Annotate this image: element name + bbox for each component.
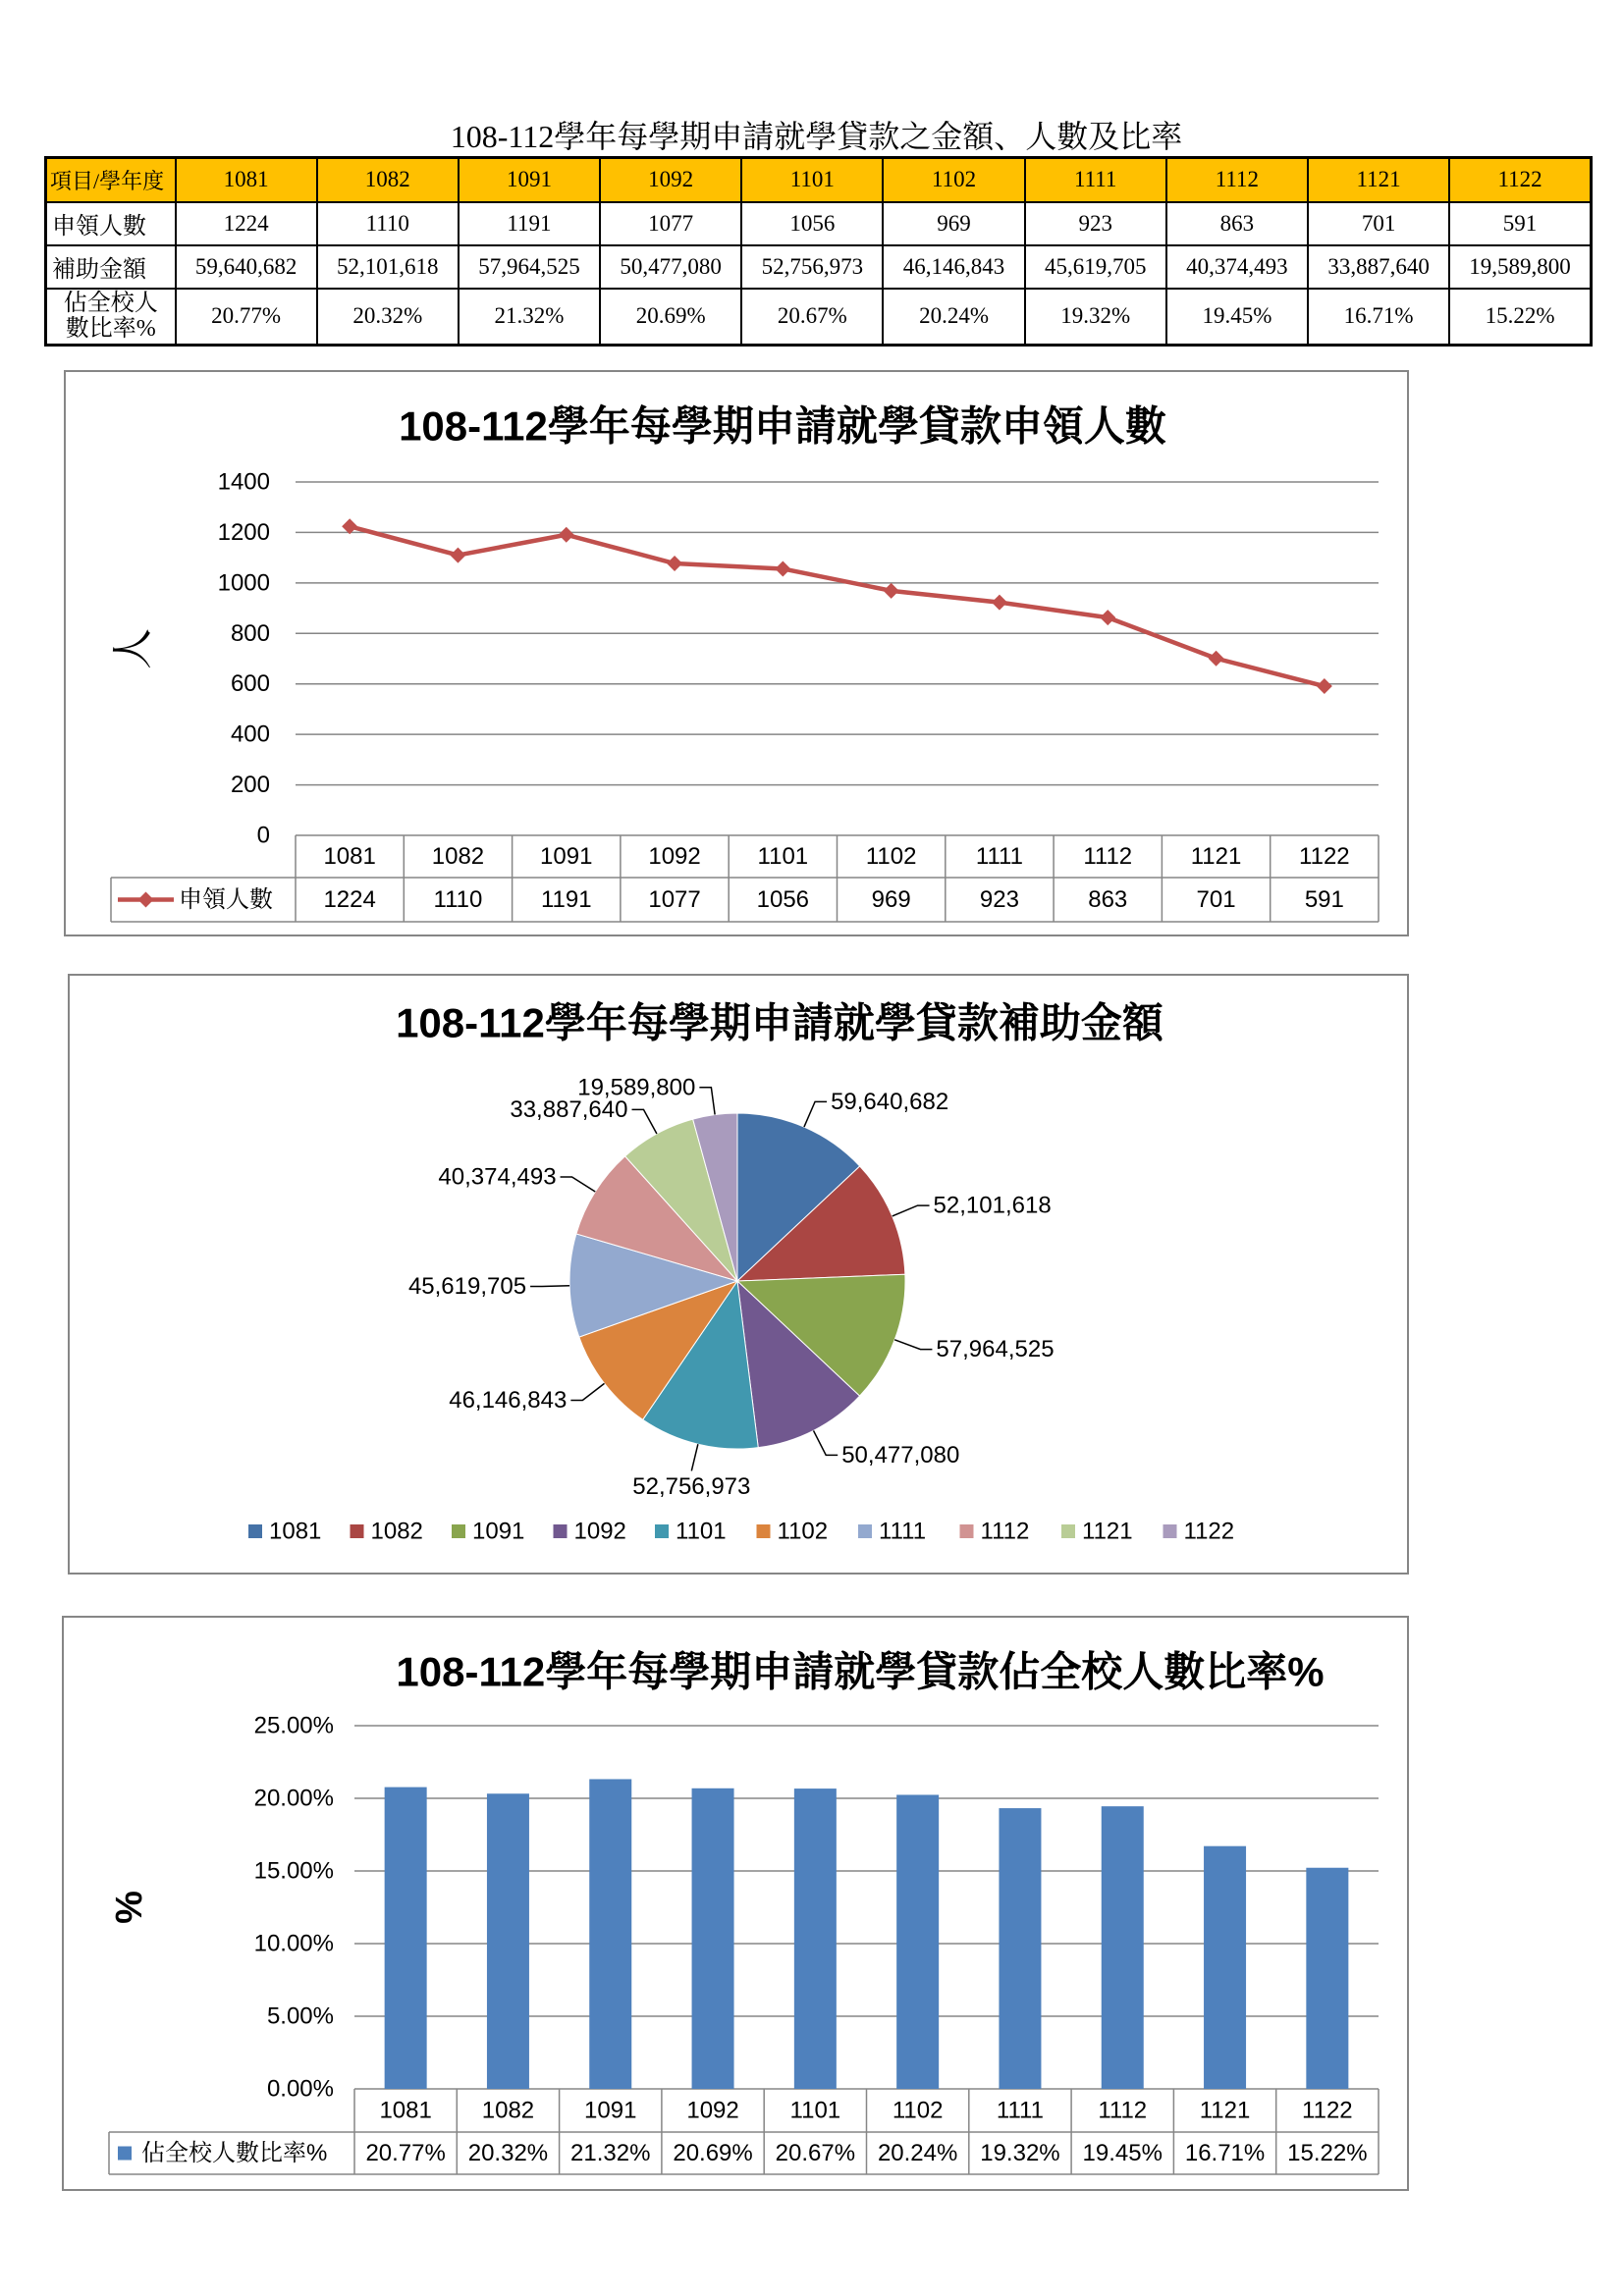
- bar: [385, 1788, 427, 2089]
- data-table-value: 19.45%: [1082, 2140, 1163, 2166]
- legend-label: 1122: [1183, 1518, 1235, 1545]
- bar: [999, 1808, 1041, 2089]
- y-tick-label: 5.00%: [266, 2002, 334, 2030]
- legend-label: 申領人數: [179, 886, 273, 913]
- bar: [1306, 1868, 1348, 2089]
- x-category-label: 1122: [1299, 843, 1350, 870]
- legend-swatch: [1163, 1524, 1177, 1538]
- table-cell: 20.24%: [883, 289, 1024, 346]
- y-tick-label: 400: [230, 721, 270, 748]
- table-cell: 863: [1166, 202, 1308, 245]
- table-header-cell: 1092: [600, 158, 741, 202]
- y-tick-label: 200: [230, 772, 270, 799]
- y-tick-label: 15.00%: [253, 1857, 334, 1885]
- x-category-label: 1091: [540, 843, 593, 870]
- data-table-value: 1110: [433, 886, 483, 913]
- data-table-value: 20.24%: [877, 2140, 958, 2166]
- y-tick-label: 1400: [217, 468, 270, 496]
- x-category-label: 1101: [757, 843, 809, 870]
- line-chart-svg: [64, 370, 1409, 936]
- legend-swatch: [118, 2147, 132, 2161]
- table-cell: 20.77%: [176, 289, 317, 346]
- table-cell: 20.32%: [317, 289, 459, 346]
- leader-line: [530, 1286, 569, 1287]
- table-cell: 15.22%: [1449, 289, 1591, 346]
- table-cell: 57,964,525: [459, 245, 600, 289]
- data-table-value: 19.32%: [980, 2140, 1060, 2166]
- legend-label: 1082: [370, 1518, 423, 1545]
- table-header-cell: 1121: [1308, 158, 1449, 202]
- table-cell: 52,756,973: [741, 245, 883, 289]
- bar-chart: [62, 1616, 1409, 2191]
- legend-label: 1081: [269, 1518, 322, 1545]
- slice-label: 52,101,618: [933, 1192, 1052, 1219]
- row-label: 佔全校人數比率%: [46, 289, 176, 346]
- legend-swatch: [351, 1524, 364, 1538]
- slice-label: 46,146,843: [449, 1386, 568, 1414]
- table-header-cell: 1102: [883, 158, 1024, 202]
- table-row: [46, 289, 1592, 346]
- legend-swatch: [655, 1524, 669, 1538]
- table-header-cell: 1091: [459, 158, 600, 202]
- legend-label: 1092: [573, 1518, 626, 1545]
- x-category-label: 1102: [865, 843, 917, 870]
- table-cell: 16.71%: [1308, 289, 1449, 346]
- data-table-value: 21.32%: [570, 2140, 651, 2166]
- data-table-value: 15.22%: [1287, 2140, 1368, 2166]
- y-tick-label: 800: [230, 619, 270, 647]
- table-cell: 701: [1308, 202, 1449, 245]
- data-table-value: 923: [979, 886, 1019, 913]
- x-category-label: 1112: [1083, 843, 1133, 870]
- y-axis-title: 人: [109, 627, 156, 670]
- bar: [794, 1789, 837, 2089]
- line-chart: [64, 370, 1409, 936]
- slice-label: 19,589,800: [577, 1074, 696, 1101]
- table-row: [46, 202, 1592, 245]
- y-tick-label: 1000: [217, 569, 270, 597]
- table-cell: 50,477,080: [600, 245, 741, 289]
- x-category-label: 1112: [1098, 2097, 1148, 2124]
- data-table-value: 591: [1304, 886, 1344, 913]
- slice-label: 57,964,525: [936, 1336, 1055, 1363]
- x-category-label: 1092: [686, 2097, 739, 2124]
- legend-swatch: [248, 1524, 262, 1538]
- table-cell: 33,887,640: [1308, 245, 1449, 289]
- y-tick-label: 1200: [217, 518, 270, 546]
- data-table-value: 20.67%: [775, 2140, 856, 2166]
- legend-label: 1111: [879, 1518, 927, 1545]
- pie-chart: [68, 974, 1409, 1575]
- y-tick-label: 600: [230, 670, 270, 698]
- x-category-label: 1102: [892, 2097, 944, 2124]
- legend-swatch: [554, 1524, 568, 1538]
- legend-label: 1121: [1082, 1518, 1133, 1545]
- table-header-row: [46, 158, 1592, 202]
- slice-label: 59,640,682: [831, 1088, 949, 1115]
- y-tick-label: 10.00%: [253, 1930, 334, 1957]
- bar: [692, 1789, 734, 2089]
- x-category-label: 1122: [1302, 2097, 1353, 2124]
- table-cell: 52,101,618: [317, 245, 459, 289]
- table-header-cell: 1111: [1025, 158, 1166, 202]
- data-table-value: 16.71%: [1184, 2140, 1266, 2166]
- data-table-value: 1191: [540, 886, 592, 913]
- slice-label: 33,887,640: [510, 1095, 628, 1123]
- pie-chart-svg: [68, 974, 1409, 1575]
- data-table-value: 20.69%: [673, 2140, 753, 2166]
- row-label: 補助金額: [46, 245, 176, 289]
- legend-label: 1091: [472, 1518, 525, 1545]
- table-cell: 969: [883, 202, 1024, 245]
- table-header-cell: 項目/學年度: [46, 158, 176, 202]
- y-tick-label: 20.00%: [253, 1785, 334, 1812]
- x-category-label: 1081: [379, 2097, 432, 2124]
- table-header-cell: 1101: [741, 158, 883, 202]
- table-cell: 45,619,705: [1025, 245, 1166, 289]
- legend-label: 1112: [980, 1518, 1030, 1545]
- table-header-cell: 1082: [317, 158, 459, 202]
- x-category-label: 1101: [789, 2097, 841, 2124]
- x-category-label: 1121: [1190, 843, 1242, 870]
- table-title: 108-112學年每學期申請就學貸款之金額、人數及比率: [450, 119, 1183, 154]
- table-header-cell: 1112: [1166, 158, 1308, 202]
- table-cell: 1110: [317, 202, 459, 245]
- legend-swatch: [858, 1524, 872, 1538]
- data-table-value: 1224: [323, 886, 376, 913]
- x-category-label: 1092: [648, 843, 701, 870]
- x-category-label: 1121: [1199, 2097, 1251, 2124]
- bar: [1102, 1806, 1144, 2089]
- slice-label: 52,756,973: [632, 1472, 751, 1500]
- chart-title: 108-112學年每學期申請就學貸款佔全校人數比率%: [396, 1648, 1325, 1695]
- x-category-label: 1111: [975, 843, 1023, 870]
- legend-swatch: [757, 1524, 771, 1538]
- table-header-cell: 1081: [176, 158, 317, 202]
- legend-swatch: [1061, 1524, 1075, 1538]
- table-cell: 1077: [600, 202, 741, 245]
- y-tick-label: 0.00%: [266, 2075, 334, 2103]
- data-table-value: 1056: [756, 886, 810, 913]
- data-table-value: 20.77%: [365, 2140, 446, 2166]
- table-cell: 20.67%: [741, 289, 883, 346]
- slice-label: 40,374,493: [438, 1163, 557, 1191]
- x-category-label: 1111: [996, 2097, 1044, 2124]
- table-cell: 40,374,493: [1166, 245, 1308, 289]
- table-cell: 1224: [176, 202, 317, 245]
- data-table-value: 863: [1088, 886, 1128, 913]
- table-cell: 19,589,800: [1449, 245, 1591, 289]
- table-cell: 19.32%: [1025, 289, 1166, 346]
- table-cell: 923: [1025, 202, 1166, 245]
- bar: [589, 1779, 631, 2089]
- table-row: [46, 245, 1592, 289]
- x-category-label: 1081: [323, 843, 376, 870]
- table-cell: 19.45%: [1166, 289, 1308, 346]
- legend-swatch: [960, 1524, 974, 1538]
- legend-label: 1102: [777, 1518, 829, 1545]
- slice-label: 45,619,705: [407, 1273, 527, 1301]
- chart-title: 108-112學年每學期申請就學貸款申領人數: [399, 402, 1166, 450]
- legend-label: 1101: [676, 1518, 727, 1545]
- summary-table: [44, 156, 1593, 347]
- slice-label: 50,477,080: [841, 1441, 960, 1468]
- table-cell: 21.32%: [459, 289, 600, 346]
- x-category-label: 1082: [431, 843, 485, 870]
- data-table-value: 20.32%: [467, 2140, 549, 2166]
- table-cell: 1056: [741, 202, 883, 245]
- table-cell: 591: [1449, 202, 1591, 245]
- table-cell: 46,146,843: [883, 245, 1024, 289]
- x-category-label: 1091: [584, 2097, 637, 2124]
- bar: [896, 1794, 939, 2089]
- table-header-cell: 1122: [1449, 158, 1591, 202]
- table-cell: 20.69%: [600, 289, 741, 346]
- bar: [487, 1793, 529, 2089]
- data-table-value: 1077: [648, 886, 701, 913]
- y-tick-label: 25.00%: [253, 1712, 334, 1739]
- bar-chart-svg: [62, 1616, 1409, 2191]
- table-cell: 59,640,682: [176, 245, 317, 289]
- table-cell: 1191: [459, 202, 600, 245]
- data-table-value: 969: [871, 886, 911, 913]
- x-category-label: 1082: [481, 2097, 535, 2124]
- legend-swatch: [452, 1524, 465, 1538]
- bar: [1204, 1846, 1246, 2089]
- y-axis-title: %: [109, 1891, 150, 1924]
- row-label: 申領人數: [46, 202, 176, 245]
- y-tick-label: 0: [256, 822, 270, 849]
- chart-title: 108-112學年每學期申請就學貸款補助金額: [396, 999, 1163, 1046]
- legend-label: 佔全校人數比率%: [141, 2140, 328, 2166]
- data-table-value: 701: [1196, 886, 1236, 913]
